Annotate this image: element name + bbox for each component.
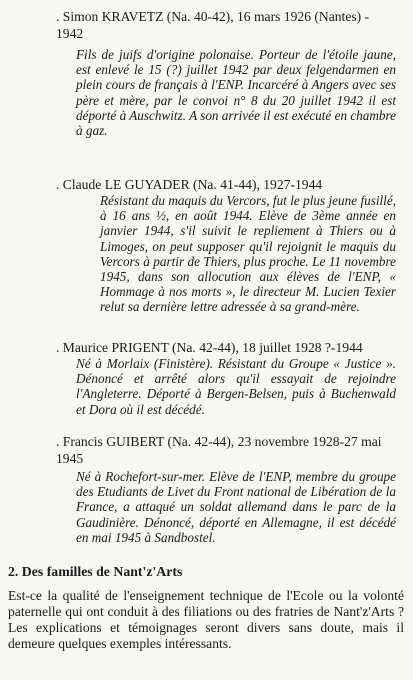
entry-heading: . Simon KRAVETZ (Na. 40-42), 16 mars 1926 (Nantes) - 1942 — [56, 9, 370, 41]
entry-prigent — [56, 339, 396, 417]
entry-heading: . Maurice PRIGENT (Na. 42-44), 18 juillet 1928 ?-1944 — [56, 340, 363, 355]
entry-heading: . Francis GUIBERT (Na. 42-44), 23 novembre 1928-27 mai 1945 — [56, 434, 382, 466]
entry-guibert — [56, 433, 396, 545]
entry-description: Né à Rochefort-sur-mer. Elève de l'ENP, membre du groupe des Etudiants de Livet du Front national de Libération de la France, a attaqué un soldat allemand dans le parc de la Gaudinière. Dénoncé, déporté en Allemagne, il est décédé en mai 1945 à Sandbostel. — [76, 469, 396, 545]
entry-description: Résistant du maquis du Vercors, fut le plus jeune fusillé, à 16 ans ½, en août 1944. Elève de 3ème année en janvier 1944, s'il suivit le repliement à Thiers ou à Limoges, on peut supposer qu'il rejoignit le maquis du Vercors à partir de Thiers, plus proche. Le 11 novembre 1945, dans son allocution aux élèves de l'ENP, « Hommage à nos morts », le directeur M. Lucien Texier relut sa dernière lettre adressée à sa grand-mère. — [100, 193, 396, 315]
entry-description: Fils de juifs d'origine polonaise. Porteur de l'étoile jaune, est enlevé le 15 (?) juillet 1942 par deux felgendarmen en plein cours de français à l'ENP. Incarcéré à Angers avec ses père et mère, par le convoi n° 8 du 20 juillet 1942 il est déporté à Auschwitz. A son arrivée il est exécuté en chambre à gaz. — [76, 47, 396, 139]
entry-description: Né à Morlaix (Finistère). Résistant du Groupe « Justice ». Dénoncé et arrêté alors qu'il essayait de rejoindre l'Angleterre. Déporté à Bergen-Belsen, puis à Buchenwald et Dora où il est décédé. — [76, 356, 396, 417]
section-body: Est-ce la qualité de l'enseignement technique de l'Ecole ou la volonté paternelle qui ont conduit à des filiations ou des fratries de Nant'z'Arts ? Les explications et témoignages seront divers sans doute, mais il demeure quelques exemples intéressants. — [8, 588, 404, 651]
entry-heading: . Claude LE GUYADER (Na. 41-44), 1927-1944 — [56, 177, 323, 192]
entry-kravetz — [56, 8, 396, 138]
section-title: 2. Des familles de Nant'z'Arts — [8, 564, 183, 579]
entry-le-guyader — [56, 176, 396, 315]
